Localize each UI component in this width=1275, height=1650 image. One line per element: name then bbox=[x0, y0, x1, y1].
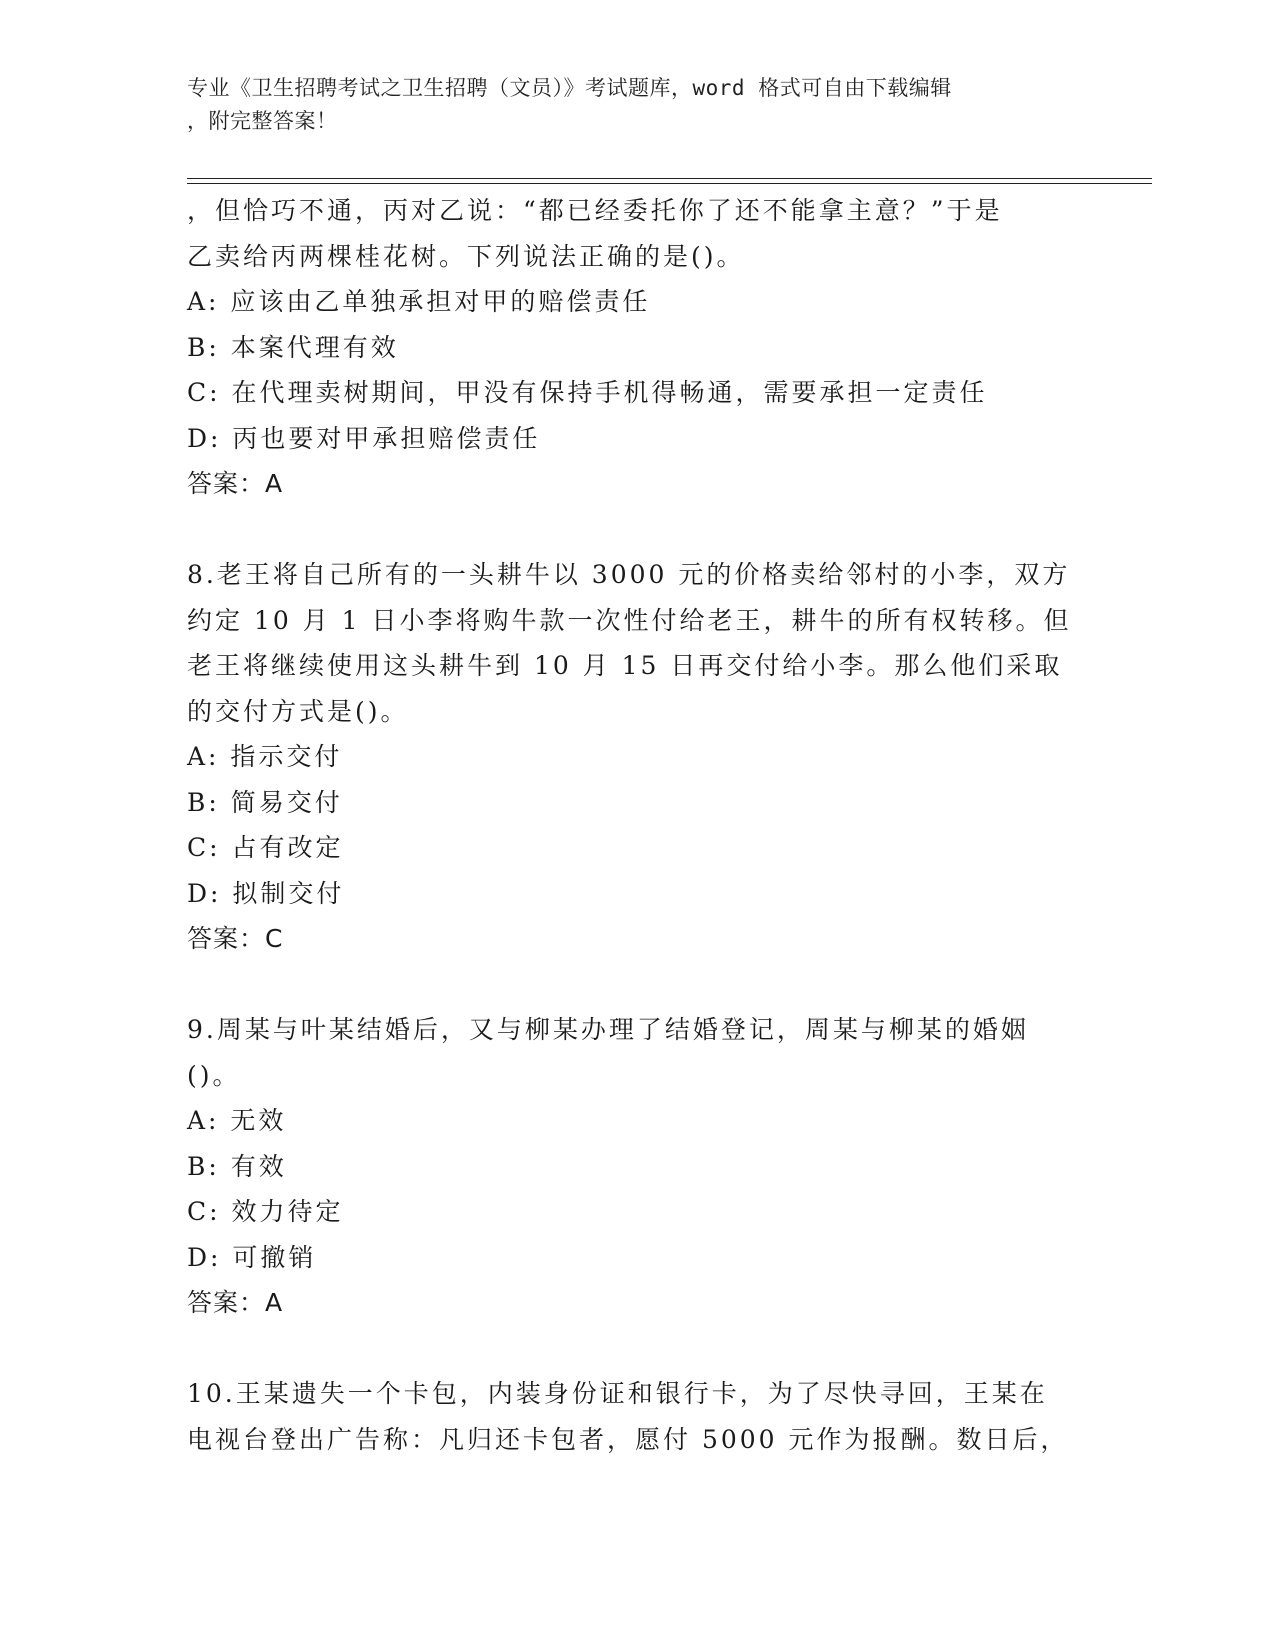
document-header bbox=[187, 72, 1087, 138]
option-d: D: 丙也要对甲承担赔偿责任 bbox=[187, 423, 541, 453]
option-d: D: 可撤销 bbox=[187, 1242, 317, 1272]
option-c: C: 在代理卖树期间，甲没有保持手机得畅通，需要承担一定责任 bbox=[187, 378, 988, 407]
option-b: B: 有效 bbox=[187, 1151, 287, 1181]
answer-line: 答案：C bbox=[187, 924, 284, 953]
question-text-line: 9.周某与叶某结婚后，又与柳某办理了结婚登记，周某与柳某的婚姻 bbox=[187, 1015, 1029, 1044]
question-text-line: 10.王某遗失一个卡包，内装身份证和银行卡，为了尽快寻回，王某在 bbox=[187, 1379, 1048, 1408]
answer-line: 答案：A bbox=[187, 469, 284, 498]
option-d: D: 拟制交付 bbox=[187, 878, 345, 908]
option-c: C: 效力待定 bbox=[187, 1197, 344, 1226]
option-a: A: 无效 bbox=[187, 1106, 287, 1135]
question-9 bbox=[187, 1007, 1087, 1326]
option-b: B: 本案代理有效 bbox=[187, 332, 399, 362]
answer-line: 答案：A bbox=[187, 1288, 284, 1317]
option-c: C: 占有改定 bbox=[187, 833, 344, 862]
header-rule-top bbox=[187, 178, 1152, 179]
option-a: A: 指示交付 bbox=[187, 742, 343, 771]
header-rule-bottom bbox=[187, 183, 1152, 184]
question-text-line: 8.老王将自己所有的一头耕牛以 3000 元的价格卖给邻村的小李，双方 bbox=[187, 560, 1071, 589]
spacer bbox=[187, 962, 1087, 1008]
question-text-line: 老王将继续使用这头耕牛到 10 月 15 日再交付给小李。那么他们采取 bbox=[187, 651, 1063, 680]
header-line-1: 专业《卫生招聘考试之卫生招聘（文员）》考试题库，word 格式可自由下载编辑 bbox=[187, 76, 952, 100]
question-text-line: 约定 10 月 1 日小李将购牛款一次性付给老王，耕牛的所有权转移。但 bbox=[187, 605, 1072, 635]
option-b: B: 简易交付 bbox=[187, 787, 343, 817]
question-8 bbox=[187, 552, 1087, 962]
question-10 bbox=[187, 1371, 1087, 1462]
question-text-line: ，但恰巧不通，丙对乙说：“都已经委托你了还不能拿主意？”于是 bbox=[187, 196, 1003, 225]
question-text-line: ()。 bbox=[187, 1060, 241, 1090]
question-7 bbox=[187, 188, 1087, 507]
question-text-line: 乙卖给丙两棵桂花树。下列说法正确的是()。 bbox=[187, 241, 745, 271]
spacer bbox=[187, 507, 1087, 553]
question-text-line: 的交付方式是()。 bbox=[187, 696, 409, 726]
option-a: A: 应该由乙单独承担对甲的赔偿责任 bbox=[187, 287, 651, 316]
header-line-2: ，附完整答案！ bbox=[187, 109, 338, 133]
spacer bbox=[187, 1326, 1087, 1372]
question-text-line: 电视台登出广告称：凡归还卡包者，愿付 5000 元作为报酬。数日后， bbox=[187, 1424, 1069, 1454]
document-body bbox=[187, 188, 1087, 1462]
